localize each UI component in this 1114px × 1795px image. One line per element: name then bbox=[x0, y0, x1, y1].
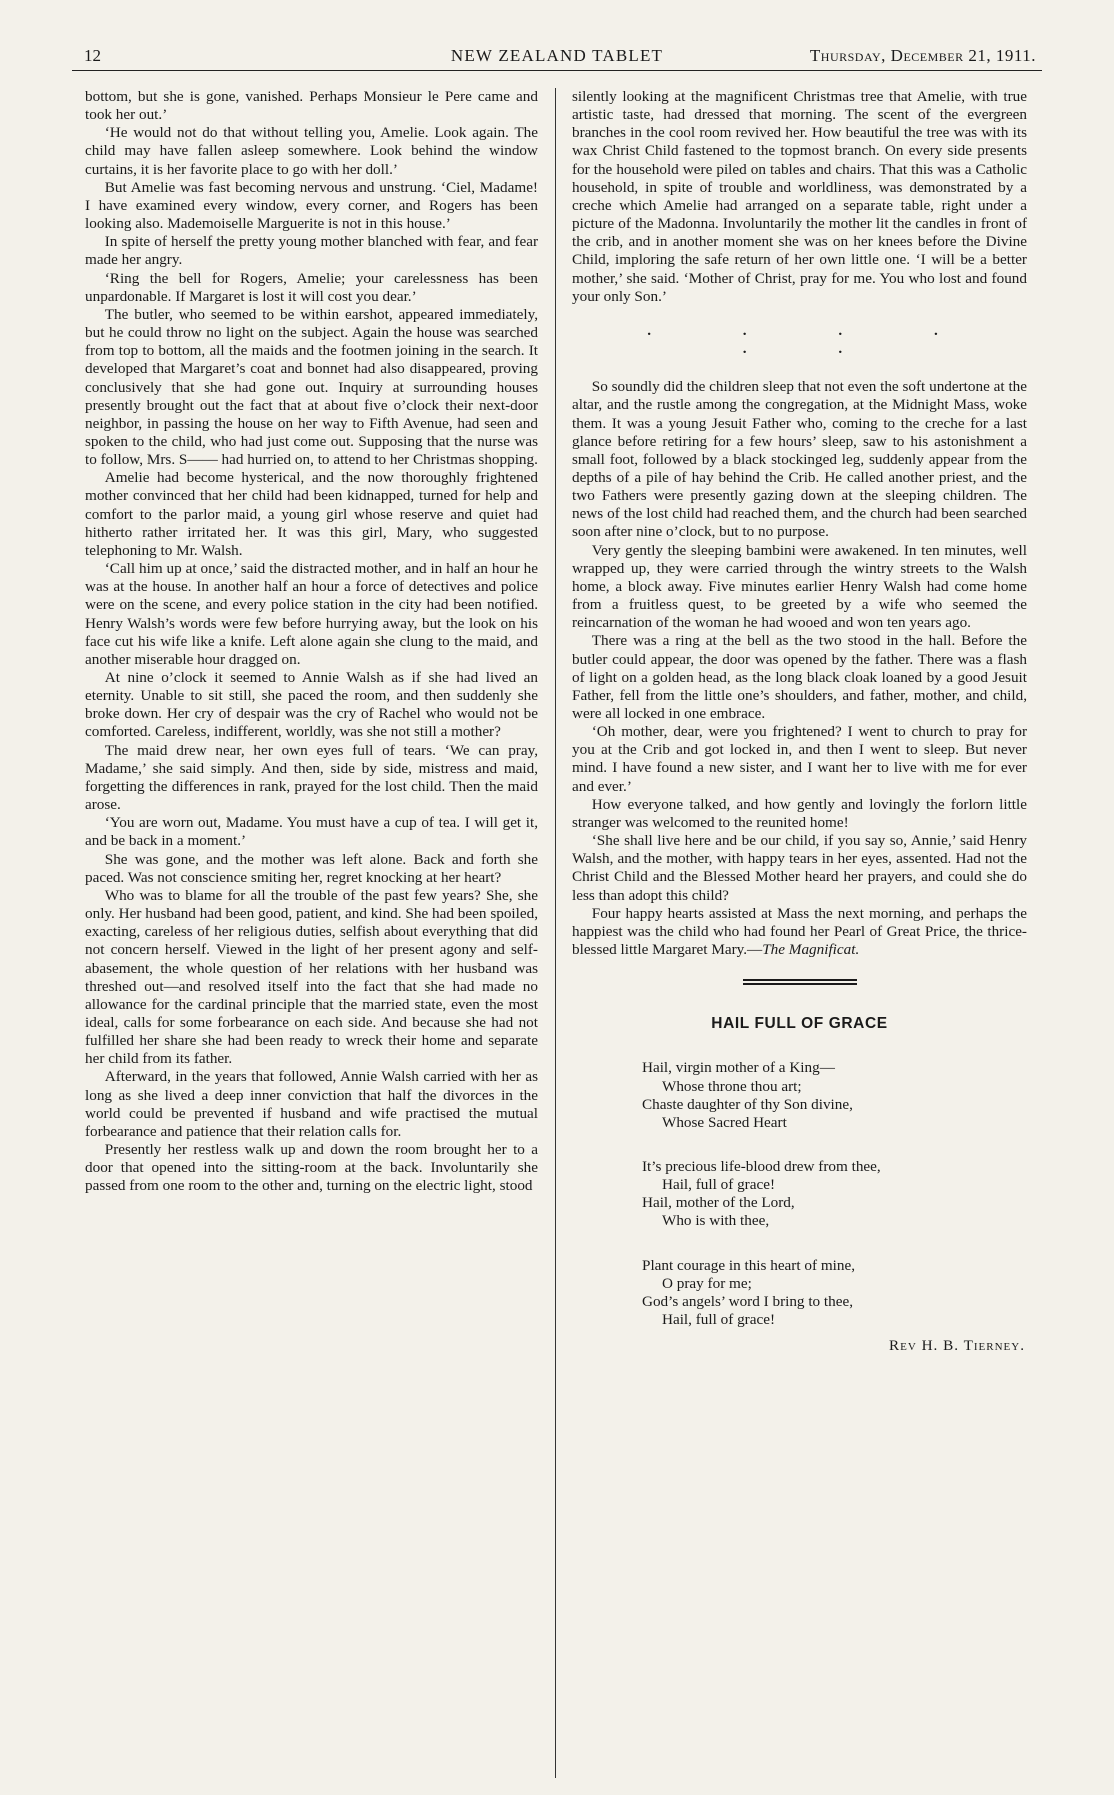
closing-text: Four happy hearts assisted at Mass the next morning, and perhaps the happiest was the child who had found her Pearl of Great Price, the thrice-blessed little Margaret Mary.— bbox=[572, 904, 1027, 959]
paragraph: Afterward, in the years that followed, Annie Walsh carried with her as long as she lived a deep inner conviction that half the divorces in the world could be prevented if husband and wife practised the mutual forbearance and patience that their relation calls for. bbox=[85, 1068, 538, 1140]
poem-line: Whose throne thou art; bbox=[662, 1077, 802, 1095]
poem-line: Hail, full of grace! bbox=[662, 1176, 776, 1194]
poem-line: Hail, mother of the Lord, bbox=[642, 1194, 795, 1212]
paragraph: At nine o’clock it seemed to Annie Walsh as if she had lived an eternity. Unable to sit still, she paced the room, and then suddenly she broke down. Her cry of despair was the cry of Rachel who would not be comforted. Careless, indifferent, worldly, was she not still a mother? bbox=[85, 669, 538, 741]
poem-author: Rev H. B. Tierney. bbox=[888, 1337, 1025, 1355]
double-rule-divider bbox=[743, 979, 857, 985]
poem-line: Hail, full of grace! bbox=[662, 1311, 776, 1329]
page-header bbox=[72, 46, 1042, 71]
publication-title: NEW ZEALAND TABLET bbox=[450, 46, 664, 65]
paragraph: But Amelie was fast becoming nervous and unstrung. ‘Ciel, Madame! I have examined every window, every corner, and Rogers has been looking also. Mademoiselle Marguerite is not in this house.’ bbox=[85, 178, 538, 233]
poem-line: Whose Sacred Heart bbox=[662, 1113, 787, 1131]
paragraph: ‘You are worn out, Madame. You must have a cup of tea. I will get it, and be back in a moment.’ bbox=[85, 814, 538, 850]
paragraph: Presently her restless walk up and down the room brought her to a door that opened into the sitting-room at the back. Involuntarily she passed from one room to the other and, turning on the electric light, stood bbox=[85, 1141, 538, 1195]
left-column bbox=[85, 88, 538, 1778]
paragraph: In spite of herself the pretty young mother blanched with fear, and fear made her angry. bbox=[85, 233, 538, 269]
paragraph: Who was to blame for all the trouble of the past few years? She, she only. Her husband had been good, patient, and kind. She had been spoiled, exacting, careless of her religious duties, selfish about everything that did not concern herself. Viewed in the light of her present agony and self-abasement, the whole question of her relations with her husband was threshed out—and resolved itself into the fact that she had made no allowance for the cardinal principle that the married state, even the most ideal, calls for some forbearance on each side. And because she had not fulfilled her share she had been ready to wreck their home and separate her child from its father. bbox=[85, 886, 538, 1068]
paragraph: ‘He would not do that without telling you, Amelie. Look again. The child may have fallen asleep somewhere. Look behind the window curtains, it is her favorite place to go with her doll.’ bbox=[85, 124, 538, 178]
paragraph: The butler, who seemed to be within earshot, appeared immediately, but he could throw no light on the subject. Again the house was searched from top to bottom, all the maids and the footmen joining in the search. It developed that Margaret’s coat and bonnet had also disappeared, proving conclusively that she had gone out. Inquiry at surrounding houses presently brought out the fact that at about five o’clock their next-door neighbor, in passing the house on her way to Fifth Avenue, had seen and spoken to the child, who had just come out. Supposing that the nurse was to follow, Mrs. S—— had hurried on, to attend to her Christmas shopping. bbox=[85, 305, 538, 469]
poem-stanza bbox=[642, 1257, 1027, 1330]
source-attribution: The Magnificat. bbox=[762, 941, 860, 959]
paragraph: ‘She shall live here and be our child, if you say so, Annie,’ said Henry Walsh, and the mother, with happy tears in her eyes, assented. Had not the Christ Child and the Blessed Mother heard her prayers, and could she do less than adopt this child? bbox=[572, 832, 1027, 904]
poem-stanza bbox=[642, 1059, 1027, 1132]
paragraph: ‘Ring the bell for Rogers, Amelie; your carelessness has been unpardonable. If Margaret is lost it will cost you dear.’ bbox=[85, 269, 538, 305]
paragraph: ‘Call him up at once,’ said the distracted mother, and in half an hour he was at the house. In another half an hour a force of detectives and police were on the scene, and every police station in the city had been notified. Henry Walsh’s words were few before hurrying away, but the look on his face cut his wife like a knife. Left alone again she clung to the maid, and another miserable hour dragged on. bbox=[85, 560, 538, 668]
poem-title: HAIL FULL OF GRACE bbox=[711, 1015, 888, 1033]
paragraph: Amelie had become hysterical, and the now thoroughly frightened mother convinced that her child had been kidnapped, turned for help and comfort to the parlor maid, a young girl whose reserve and quiet had hitherto rather irritated her. It was this girl, Mary, who suggested telephoning to Mr. Walsh. bbox=[85, 469, 538, 559]
poem-line: Plant courage in this heart of mine, bbox=[642, 1256, 855, 1274]
paragraph: She was gone, and the mother was left alone. Back and forth she paced. Was not conscience smiting her, regret knocking at her heart? bbox=[85, 850, 538, 886]
poem-stanza bbox=[642, 1158, 1027, 1231]
paragraph: So soundly did the children sleep that not even the soft undertone at the altar, and the rustle among the congregation, at the Midnight Mass, woke them. It was a young Jesuit Father who, coming to the creche for a last glance before retiring for a few hours’ sleep, saw to his astonishment a small foot, followed by a black stockinged leg, suddenly appear from the depths of a pile of hay behind the Crib. He called another priest, and the two Fathers were presently gazing down at the sleeping children. The news of the lost child had reached them, and the church had been searched soon after nine o’clock, but to no purpose. bbox=[572, 378, 1027, 541]
poem-line: It’s precious life-blood drew from thee, bbox=[642, 1157, 881, 1175]
paragraph: Very gently the sleeping bambini were awakened. In ten minutes, well wrapped up, they were carried through the wintry streets to the Walsh home, a block away. Five minutes earlier Henry Walsh had come home from a fruitless quest, to be greeted by a wife who seemed the reincarnation of the woman he had wooed and won ten years ago. bbox=[572, 541, 1027, 632]
closing-paragraph bbox=[572, 905, 1027, 959]
paragraph: How everyone talked, and how gently and lovingly the forlorn little stranger was welcomed to the reunited home! bbox=[572, 795, 1027, 831]
poem-line: Hail, virgin mother of a King— bbox=[642, 1059, 835, 1077]
poem-line: O pray for me; bbox=[662, 1274, 752, 1292]
poem-line: Chaste daughter of thy Son divine, bbox=[642, 1095, 853, 1113]
paragraph: The maid drew near, her own eyes full of tears. ‘We can pray, Madame,’ she said simply. And then, side by side, mistress and maid, forgetting the differences in rank, prayed for the lost child. Then the maid arose. bbox=[85, 741, 538, 814]
paragraph: silently looking at the magnificent Christmas tree that Amelie, with true artistic taste, had dressed that morning. The scent of the evergreen branches in the cool room revived her. How beautiful the tree was with its wax Christ Child fastened to the topmost branch. On every side presents for the household were piled on tables and chairs. That this was a Catholic household, in spite of trouble and worldliness, was demonstrated by a creche which Amelie had arranged on a separate table, right under a picture of the Madonna. Involuntarily the mother lit the candles in front of the crib, and in another moment she was on her knees before the Divine Child, imploring the safe return of her own little one. ‘I will be a better mother,’ she said. ‘Mother of Christ, pray for me. You who lost and found your only Son.’ bbox=[572, 88, 1027, 305]
column-rule bbox=[555, 88, 556, 1778]
poem-line: Who is with thee, bbox=[662, 1212, 770, 1230]
paragraph: ‘Oh mother, dear, were you frightened? I went to church to pray for you at the Crib and got locked in, and then I went to sleep. But never mind. I have found a new sister, and I want her to live with me for ever and ever.’ bbox=[572, 723, 1027, 795]
issue-date: Thursday, December 21, 1911. bbox=[809, 46, 1036, 65]
page-number: 12 bbox=[84, 46, 101, 65]
paragraph: There was a ring at the bell as the two stood in the hall. Before the butler could appear, the door was opened by the father. There was a flash of light on a golden head, as the long black cloak loaned by a good Jesuit Father, fell from the little one’s shoulders, and father, mother, and child, were all locked in one embrace. bbox=[572, 632, 1027, 722]
right-column bbox=[572, 88, 1027, 1778]
paragraph: bottom, but she is gone, vanished. Perhaps Monsieur le Pere came and took her out.’ bbox=[85, 88, 538, 124]
poem-line: God’s angels’ word I bring to thee, bbox=[642, 1292, 854, 1310]
section-break: . . . . . . bbox=[647, 321, 982, 358]
